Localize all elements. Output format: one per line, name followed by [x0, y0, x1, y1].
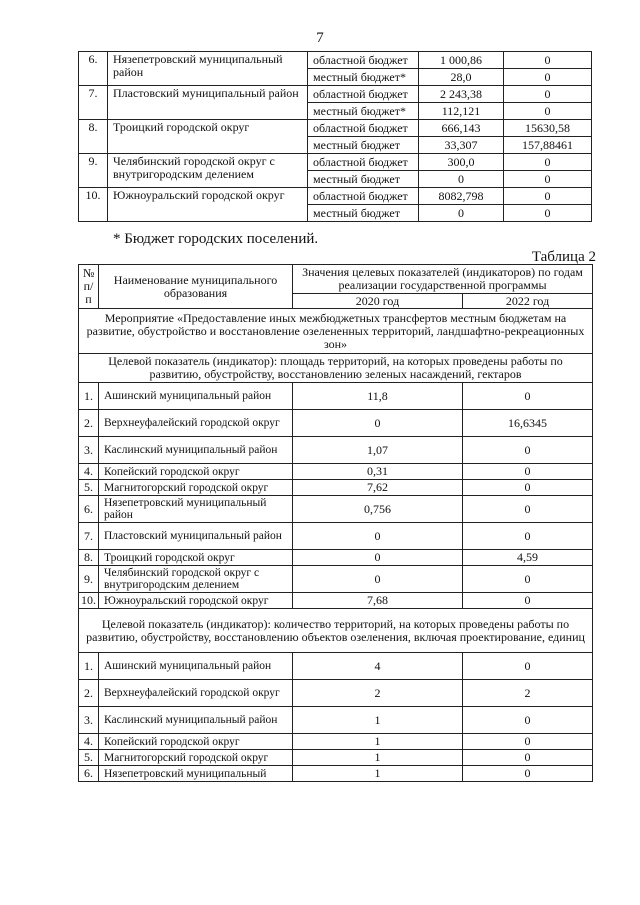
row-number: 2. — [79, 680, 99, 707]
budget-type: местный бюджет* — [308, 103, 419, 120]
municipality-name: Ашинский муниципальный район — [99, 653, 293, 680]
row-number: 1. — [79, 653, 99, 680]
row-number: 5. — [79, 480, 99, 496]
budget-table — [78, 51, 592, 222]
municipality-name: Троицкий городской округ — [108, 120, 308, 154]
table-row — [79, 154, 592, 171]
value-2020: 8082,798 — [419, 188, 504, 205]
table-row — [79, 750, 593, 766]
value-2022: 0 — [463, 464, 593, 480]
budget-type: областной бюджет — [308, 154, 419, 171]
row-number: 1. — [79, 383, 99, 410]
value-2022: 0 — [463, 593, 593, 609]
row-number: 10. — [79, 188, 108, 222]
municipality-name: Нязепетровский муниципальный район — [108, 52, 308, 86]
header-year-2020: 2020 год — [293, 294, 463, 309]
municipality-name: Нязепетровский муниципальный район — [99, 496, 293, 523]
municipality-name: Магнитогорский городской округ — [99, 750, 293, 766]
table-row — [79, 734, 593, 750]
value-2020: 666,143 — [419, 120, 504, 137]
value-2020: 2 — [293, 680, 463, 707]
row-number: 7. — [79, 523, 99, 550]
municipality-name: Каслинский муниципальный район — [99, 707, 293, 734]
value-2020: 2 243,38 — [419, 86, 504, 103]
budget-type: местный бюджет — [308, 137, 419, 154]
value-2022: 2 — [463, 680, 593, 707]
table-row — [79, 410, 593, 437]
value-2022: 0 — [463, 653, 593, 680]
table-caption: Таблица 2 — [531, 249, 596, 265]
municipality-name: Челябинский городской округ с внутригородским делением — [108, 154, 308, 188]
value-2020: 1 — [293, 750, 463, 766]
value-2022: 16,6345 — [463, 410, 593, 437]
municipality-name: Копейский городской округ — [99, 464, 293, 480]
value-2020: 1 — [293, 707, 463, 734]
row-number: 10. — [79, 593, 99, 609]
row-number: 9. — [79, 566, 99, 593]
municipality-name: Ашинский муниципальный район — [99, 383, 293, 410]
value-2020: 1 — [293, 766, 463, 782]
value-2020: 0 — [419, 205, 504, 222]
value-2022: 157,88461 — [504, 137, 592, 154]
municipality-name: Верхнеуфалейский городской округ — [99, 680, 293, 707]
table-row — [79, 120, 592, 137]
table-row — [79, 593, 593, 609]
budget-type: местный бюджет* — [308, 69, 419, 86]
row-number: 3. — [79, 437, 99, 464]
row-number: 3. — [79, 707, 99, 734]
value-2022: 0 — [463, 734, 593, 750]
value-2022: 0 — [504, 52, 592, 69]
value-2020: 7,62 — [293, 480, 463, 496]
budget-type: местный бюджет — [308, 205, 419, 222]
value-2020: 0 — [419, 171, 504, 188]
value-2022: 0 — [463, 566, 593, 593]
table-row — [79, 383, 593, 410]
budget-type: областной бюджет — [308, 52, 419, 69]
table-row — [79, 464, 593, 480]
value-2020: 112,121 — [419, 103, 504, 120]
value-2022: 0 — [463, 523, 593, 550]
header-values-title: Значения целевых показателей (индикаторов) по годам реализации государственной программы — [293, 265, 593, 294]
value-2020: 0 — [293, 566, 463, 593]
value-2020: 11,8 — [293, 383, 463, 410]
table-row — [79, 550, 593, 566]
table-row — [79, 766, 593, 782]
municipality-name: Челябинский городской округ с внутригородским делением — [99, 566, 293, 593]
indicators-table — [78, 264, 593, 782]
header-year-2022: 2022 год — [463, 294, 593, 309]
table-row — [79, 86, 592, 103]
value-2020: 4 — [293, 653, 463, 680]
municipality-name: Пластовский муниципальный район — [108, 86, 308, 120]
row-number: 4. — [79, 734, 99, 750]
value-2020: 0,756 — [293, 496, 463, 523]
municipality-name: Южноуральский городской округ — [108, 188, 308, 222]
value-2020: 0 — [293, 550, 463, 566]
row-number: 8. — [79, 550, 99, 566]
municipality-name: Каслинский муниципальный район — [99, 437, 293, 464]
table-row — [79, 707, 593, 734]
value-2022: 4,59 — [463, 550, 593, 566]
table-row — [79, 653, 593, 680]
value-2022: 0 — [504, 154, 592, 171]
indicator-row-count: Целевой показатель (индикатор): количество территорий, на которых проведены работы по развитию, обустройству, восстановлению объектов озеленения, включая проектирование, единиц — [79, 609, 593, 653]
municipality-name: Пластовский муниципальный район — [99, 523, 293, 550]
value-2022: 0 — [463, 707, 593, 734]
table-row — [79, 680, 593, 707]
value-2022: 0 — [504, 171, 592, 188]
value-2022: 0 — [504, 188, 592, 205]
value-2022: 0 — [504, 69, 592, 86]
value-2020: 1 000,86 — [419, 52, 504, 69]
activity-row: Мероприятие «Предоставление иных межбюджетных трансфертов местным бюджетам на развитие, обустройство и восстановление озелененных территорий, ландшафтно-рекреационных зон» — [79, 309, 593, 354]
budget-type: местный бюджет — [308, 171, 419, 188]
municipality-name: Верхнеуфалейский городской округ — [99, 410, 293, 437]
value-2020: 28,0 — [419, 69, 504, 86]
budget-type: областной бюджет — [308, 188, 419, 205]
municipality-name: Копейский городской округ — [99, 734, 293, 750]
value-2022: 0 — [463, 437, 593, 464]
value-2020: 0 — [293, 410, 463, 437]
value-2020: 33,307 — [419, 137, 504, 154]
row-number: 7. — [79, 86, 108, 120]
header-name: Наименование муниципального образования — [99, 265, 293, 309]
page-number: 7 — [316, 30, 324, 46]
row-number: 6. — [79, 766, 99, 782]
value-2022: 0 — [504, 205, 592, 222]
row-number: 6. — [79, 52, 108, 86]
table-row — [79, 566, 593, 593]
value-2022: 0 — [463, 766, 593, 782]
table-row — [79, 188, 592, 205]
value-2020: 300,0 — [419, 154, 504, 171]
row-number: 2. — [79, 410, 99, 437]
value-2022: 0 — [463, 383, 593, 410]
indicator-row-area: Целевой показатель (индикатор): площадь территорий, на которых проведены работы по развитию, обустройству, восстановлению зеленых насаждений, гектаров — [79, 354, 593, 383]
value-2022: 15630,58 — [504, 120, 592, 137]
value-2020: 0 — [293, 523, 463, 550]
value-2022: 0 — [504, 103, 592, 120]
value-2020: 7,68 — [293, 593, 463, 609]
table-row — [79, 52, 592, 69]
value-2022: 0 — [463, 750, 593, 766]
table-row — [79, 480, 593, 496]
value-2020: 0,31 — [293, 464, 463, 480]
footnote: * Бюджет городских поселений. — [113, 231, 319, 247]
municipality-name: Южноуральский городской округ — [99, 593, 293, 609]
table-row — [79, 496, 593, 523]
row-number: 8. — [79, 120, 108, 154]
value-2022: 0 — [463, 496, 593, 523]
budget-type: областной бюджет — [308, 120, 419, 137]
table-row — [79, 523, 593, 550]
row-number: 9. — [79, 154, 108, 188]
header-num: № п/п — [79, 265, 99, 309]
municipality-name: Троицкий городской округ — [99, 550, 293, 566]
budget-type: областной бюджет — [308, 86, 419, 103]
value-2020: 1 — [293, 734, 463, 750]
value-2022: 0 — [504, 86, 592, 103]
row-number: 4. — [79, 464, 99, 480]
municipality-name: Магнитогорский городской округ — [99, 480, 293, 496]
value-2022: 0 — [463, 480, 593, 496]
value-2020: 1,07 — [293, 437, 463, 464]
municipality-name: Нязепетровский муниципальный — [99, 766, 293, 782]
row-number: 6. — [79, 496, 99, 523]
table-row — [79, 437, 593, 464]
row-number: 5. — [79, 750, 99, 766]
